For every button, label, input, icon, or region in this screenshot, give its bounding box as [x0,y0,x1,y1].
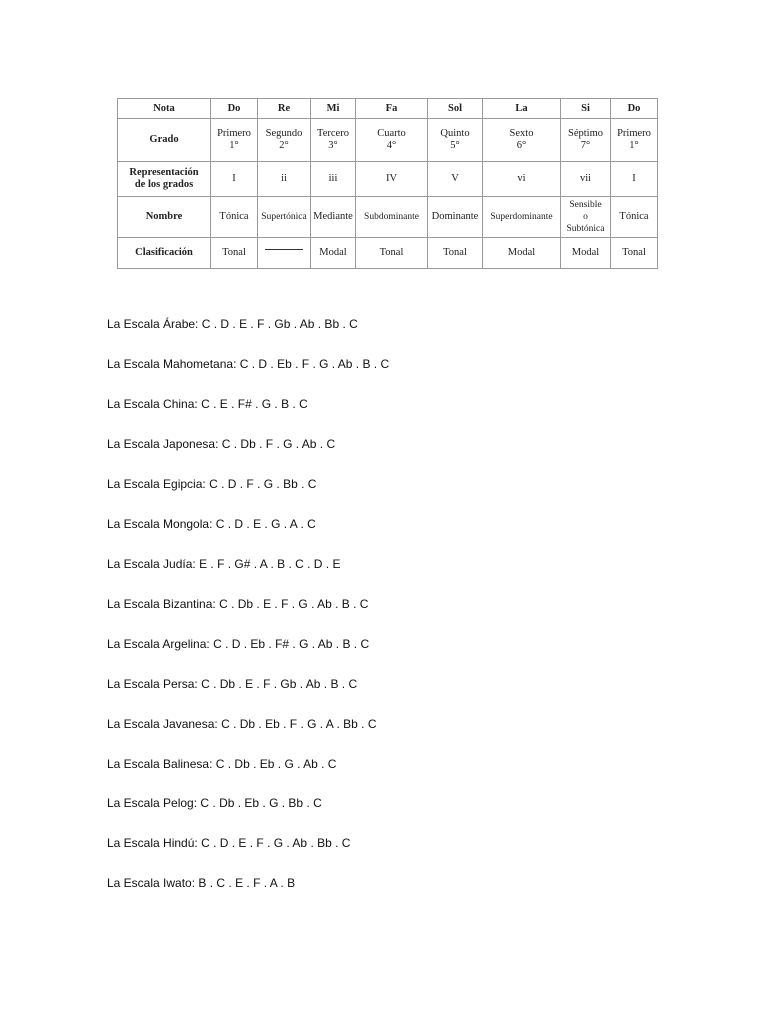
scale-line: La Escala Javanesa: C . Db . Eb . F . G . A . Bb . C [107,717,377,731]
table-cell: Tercero 3° [311,119,356,162]
scale-line: La Escala Pelog: C . Db . Eb . G . Bb . C [107,796,322,810]
row-label-nombre: Nombre [118,197,211,238]
table-cell: IV [356,162,428,197]
table-cell: Tónica [611,197,658,238]
dash-line [265,249,303,250]
table-row-grado [118,119,658,162]
table-cell: Modal [561,238,611,269]
scale-line: La Escala Hindú: C . D . E . F . G . Ab . Bb . C [107,836,351,850]
table-cell: I [211,162,258,197]
row-label-representacion: Representación de los grados [118,162,211,197]
table-cell: Subdominante [356,197,428,238]
table-cell: Tonal [428,238,483,269]
scale-line: La Escala Japonesa: C . Db . F . G . Ab . C [107,437,336,451]
table-cell: Modal [311,238,356,269]
table-cell: Modal [483,238,561,269]
scale-line: La Escala Mahometana: C . D . Eb . F . G . Ab . B . C [107,357,390,371]
scale-line: La Escala Balinesa: C . Db . Eb . G . Ab . C [107,757,337,771]
row-label-grado: Grado [118,119,211,162]
row-label-clasificacion: Clasificación [118,238,211,269]
table-cell: V [428,162,483,197]
table-cell: Sexto 6° [483,119,561,162]
table-row-nombre [118,197,658,238]
table-cell: Tonal [356,238,428,269]
table-cell: Tonal [211,238,258,269]
table-cell: Dominante [428,197,483,238]
scale-line: La Escala Bizantina: C . Db . E . F . G . Ab . B . C [107,597,369,611]
scale-line: La Escala Iwato: B . C . E . F . A . B [107,876,296,890]
header-cell: La [483,99,561,119]
table-cell: Segundo 2° [258,119,311,162]
table-cell: Tónica [211,197,258,238]
header-cell: Nota [118,99,211,119]
header-cell: Fa [356,99,428,119]
table-cell: Primero 1° [611,119,658,162]
table-cell: Sensible o Subtónica [561,197,611,238]
table-cell: vii [561,162,611,197]
header-cell: Mi [311,99,356,119]
table-cell: Séptimo 7° [561,119,611,162]
table-cell-dash [258,238,311,269]
table-row-representacion [118,162,658,197]
header-cell: Si [561,99,611,119]
table-cell: Superdominante [483,197,561,238]
scale-line: La Escala Judía: E . F . G# . A . B . C . D . E [107,557,341,571]
table-cell: vi [483,162,561,197]
table-cell: Supertónica [258,197,311,238]
grados-table [117,98,658,269]
scale-line: La Escala Egipcia: C . D . F . G . Bb . C [107,477,317,491]
header-cell: Do [611,99,658,119]
table-cell: Mediante [311,197,356,238]
table-cell: Cuarto 4° [356,119,428,162]
header-cell: Re [258,99,311,119]
header-cell: Sol [428,99,483,119]
scale-line: La Escala Argelina: C . D . Eb . F# . G . Ab . B . C [107,637,370,651]
scale-line: La Escala China: C . E . F# . G . B . C [107,397,308,411]
table-header-row [118,99,658,119]
table-cell: I [611,162,658,197]
table-cell: Primero 1° [211,119,258,162]
table-cell: ii [258,162,311,197]
grados-table-container [117,98,657,269]
table-cell: iii [311,162,356,197]
table-cell: Tonal [611,238,658,269]
scale-line: La Escala Persa: C . Db . E . F . Gb . Ab . B . C [107,677,358,691]
header-cell: Do [211,99,258,119]
table-row-clasificacion [118,238,658,269]
scale-line: La Escala Árabe: C . D . E . F . Gb . Ab . Bb . C [107,317,358,331]
table-cell: Quinto 5° [428,119,483,162]
scale-line: La Escala Mongola: C . D . E . G . A . C [107,517,316,531]
